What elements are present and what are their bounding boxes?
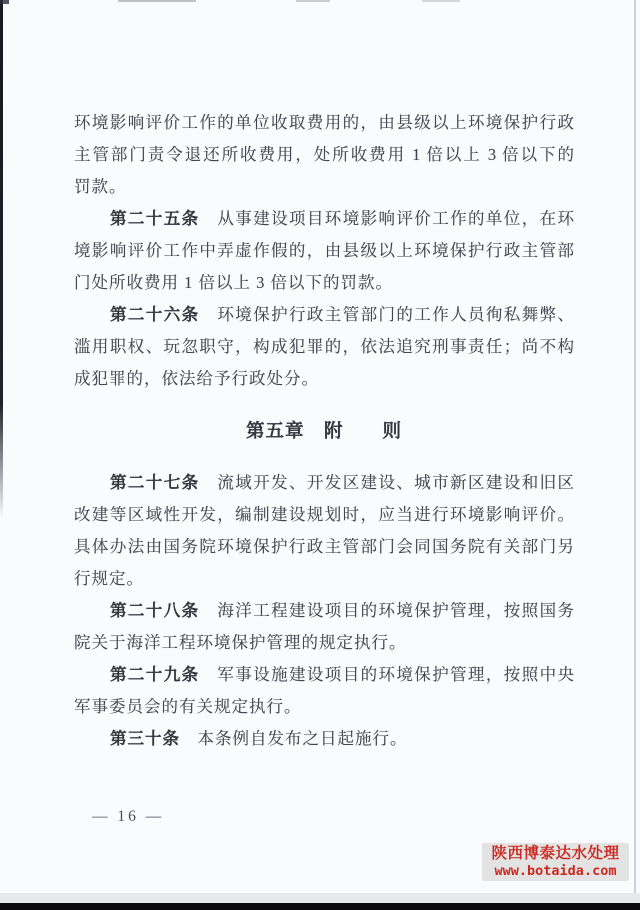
article-number: 第二十七条	[110, 473, 200, 492]
article-25	[74, 203, 574, 299]
text-line	[74, 723, 574, 755]
scan-edge-left-artifact	[0, 0, 3, 518]
scan-top-artifact	[422, 0, 460, 2]
scan-bottom-gray-strip	[0, 893, 640, 903]
article-number: 第二十九条	[110, 665, 200, 684]
text-line: 境影响评价工作中弄虚作假的，由县级以上环境保护行政主管部	[74, 241, 574, 260]
watermark-company-name: 陕西博泰达水处理	[491, 845, 620, 862]
article-27	[74, 467, 574, 595]
scan-bottom-black-band	[0, 903, 640, 910]
article-text: 海洋工程建设项目的环境保护管理，按照国务	[199, 601, 575, 620]
text-line	[74, 299, 574, 331]
watermark-url: www.botaida.com	[494, 863, 617, 879]
text-line	[74, 467, 574, 499]
text-line: 成犯罪的，依法给予行政处分。	[74, 369, 319, 388]
text-line: 行规定。	[74, 569, 144, 588]
article-number: 第三十条	[110, 729, 180, 748]
text-line: 军事委员会的有关规定执行。	[74, 697, 302, 716]
document-body	[74, 107, 574, 755]
watermark-badge	[482, 843, 629, 881]
page-number: — 16 —	[92, 808, 165, 825]
scan-edge-right-artifact	[634, 0, 636, 910]
text-line: 环境影响评价工作的单位收取费用的，由县级以上环境保护行政	[74, 113, 574, 132]
chapter-heading: 第五章 附 则	[245, 422, 402, 442]
text-line: 改建等区域性开发，编制建设规划时，应当进行环境影响评价。	[74, 505, 574, 524]
article-text: 从事建设项目环境影响评价工作的单位，在环	[199, 209, 575, 228]
text-line	[74, 203, 574, 235]
scan-top-artifact	[296, 0, 330, 2]
article-30	[74, 723, 574, 755]
text-line: 滥用职权、玩忽职守，构成犯罪的，依法追究刑事责任；尚不构	[74, 337, 574, 356]
article-number: 第二十五条	[110, 209, 200, 228]
article-text: 本条例自发布之日起施行。	[180, 729, 408, 748]
article-text: 流域开发、开发区建设、城市新区建设和旧区	[199, 473, 575, 492]
article-text: 军事设施建设项目的环境保护管理，按照中央	[199, 665, 575, 684]
article-number: 第二十六条	[110, 305, 200, 324]
text-line: 具体办法由国务院环境保护行政主管部门会同国务院有关部门另	[74, 537, 574, 556]
text-line: 门处所收费用 1 倍以上 3 倍以下的罚款。	[74, 273, 393, 292]
paragraph-continuation	[74, 107, 574, 203]
article-28	[74, 595, 574, 659]
article-26	[74, 299, 574, 395]
text-line: 主管部门责令退还所收费用，处所收费用 1 倍以上 3 倍以下的	[74, 145, 574, 164]
scan-top-artifact	[0, 0, 9, 4]
text-line: 罚款。	[74, 177, 127, 196]
scan-top-artifact	[118, 0, 196, 2]
article-text: 环境保护行政主管部门的工作人员徇私舞弊、	[199, 305, 575, 324]
text-line	[74, 659, 574, 691]
article-29	[74, 659, 574, 723]
text-line	[74, 595, 574, 627]
article-number: 第二十八条	[110, 601, 200, 620]
text-line: 院关于海洋工程环境保护管理的规定执行。	[74, 633, 407, 652]
